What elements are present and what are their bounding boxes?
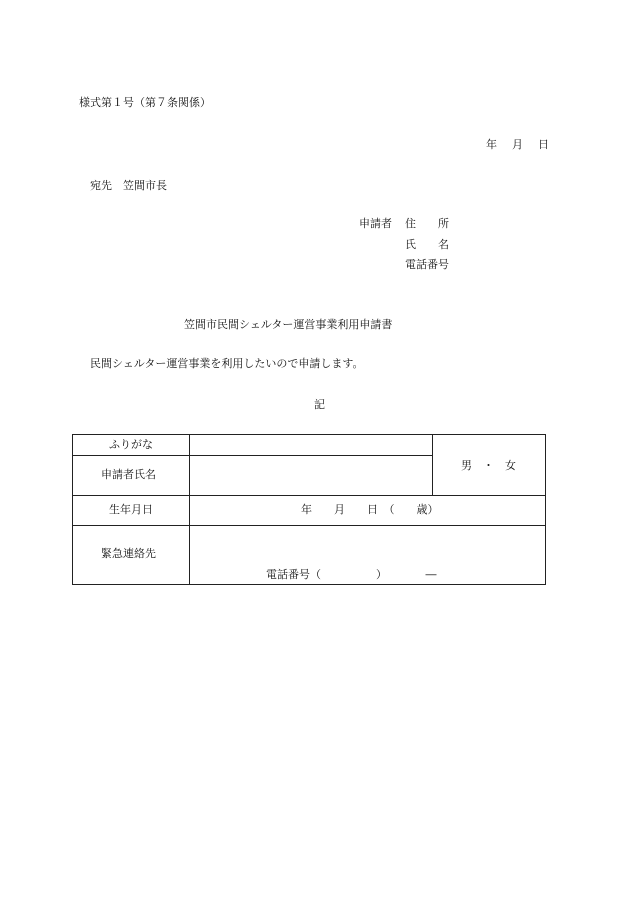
applicant-name-field[interactable]	[190, 456, 432, 495]
row-divider-birthdate	[73, 525, 545, 526]
applicant-name-label: 氏 名	[405, 238, 449, 251]
addressee-to: 宛先	[90, 179, 112, 192]
addressee-name: 笠間市長	[123, 179, 167, 192]
date-day: 日	[538, 138, 549, 151]
col-divider-gender	[432, 435, 433, 495]
row-divider-name	[73, 495, 545, 496]
birthdate-label: 生年月日	[109, 503, 153, 516]
applicant-label: 申請者	[359, 217, 392, 230]
form-number: 様式第１号（第７条関係）	[79, 96, 211, 109]
applicant-phone-label: 電話番号	[405, 258, 449, 271]
furigana-label: ふりがな	[109, 438, 153, 451]
gender-selector[interactable]: 男 ・ 女	[461, 459, 516, 472]
document-title: 笠間市民間シェルター運営事業利用申請書	[184, 318, 393, 331]
date-month: 月	[512, 138, 523, 151]
application-table	[72, 434, 546, 585]
emergency-phone-field[interactable]: 電話番号（ ） ―	[266, 568, 437, 581]
addressee	[90, 179, 167, 193]
birthdate-field[interactable]: 年 月 日 （ 歳）	[301, 503, 439, 516]
date-line	[486, 138, 549, 152]
applicant-name-row-label: 申請者氏名	[101, 468, 156, 481]
applicant-address-label: 住 所	[405, 217, 449, 230]
ki-heading: 記	[314, 398, 325, 411]
emergency-contact-label: 緊急連絡先	[101, 547, 156, 560]
intro-text: 民間シェルター運営事業を利用したいので申請します。	[90, 357, 364, 370]
date-year: 年	[486, 138, 497, 151]
furigana-field[interactable]	[190, 436, 432, 455]
